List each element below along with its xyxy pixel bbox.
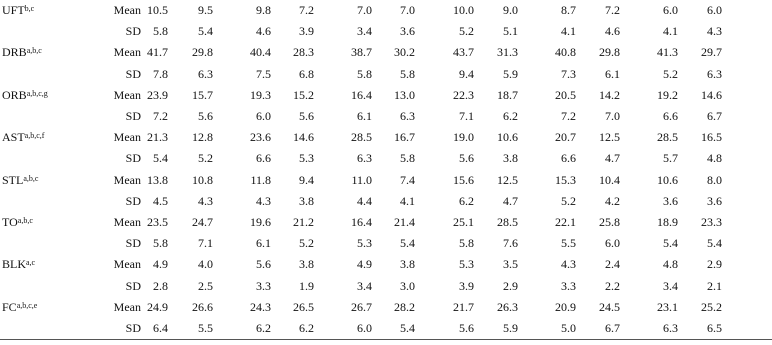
value-cell: 7.2 (153, 109, 168, 123)
value-cell: 5.8 (400, 66, 415, 81)
value-cell: 25.2 (701, 299, 722, 314)
value-cell: 15.7 (192, 87, 213, 102)
value-cell: 5.3 (459, 257, 474, 272)
value-cell: 11.0 (351, 172, 372, 187)
value-cell: 28.3 (293, 45, 314, 60)
value-cell: 6.7 (707, 109, 722, 123)
value-cell: 5.7 (663, 151, 678, 166)
variable-name: TO (2, 215, 18, 229)
statistic-label: SD (125, 236, 141, 251)
value-cell: 8.0 (707, 172, 722, 187)
table-row (0, 0, 772, 21)
value-cell: 28.5 (657, 130, 678, 145)
statistic-label: Mean (113, 172, 141, 187)
value-cell: 3.8 (503, 151, 518, 166)
value-cell: 28.2 (394, 299, 415, 314)
statistic-label: Mean (113, 3, 141, 17)
value-cell: 3.8 (299, 193, 314, 208)
table-row (0, 85, 772, 106)
row-variable-label (2, 3, 34, 18)
value-cell: 22.1 (555, 215, 576, 229)
value-cell: 5.4 (707, 236, 722, 251)
value-cell: 5.2 (459, 24, 474, 39)
value-cell: 5.4 (400, 236, 415, 251)
value-cell: 5.8 (459, 236, 474, 251)
value-cell: 4.1 (561, 24, 576, 39)
value-cell: 7.0 (400, 3, 415, 17)
value-cell: 3.4 (663, 278, 678, 293)
value-cell: 24.3 (250, 299, 271, 314)
variable-name: UFT (2, 3, 25, 17)
value-cell: 9.0 (503, 3, 518, 17)
statistic-label: Mean (113, 257, 141, 272)
value-cell: 12.8 (192, 130, 213, 145)
value-cell: 25.8 (599, 215, 620, 229)
value-cell: 2.8 (153, 278, 168, 293)
statistic-label: Mean (113, 130, 141, 145)
value-cell: 26.5 (293, 299, 314, 314)
table-row (0, 297, 772, 318)
table-row (0, 127, 772, 148)
value-cell: 6.4 (153, 321, 168, 335)
value-cell: 2.5 (198, 278, 213, 293)
value-cell: 31.3 (497, 45, 518, 60)
variable-name: DRB (2, 45, 27, 60)
value-cell: 23.1 (657, 299, 678, 314)
value-cell: 5.6 (459, 321, 474, 335)
statistic-label: SD (125, 151, 141, 166)
value-cell: 29.7 (701, 45, 722, 60)
value-cell: 5.2 (663, 66, 678, 81)
statistic-label: Mean (113, 299, 141, 314)
value-cell: 6.3 (198, 66, 213, 81)
value-cell: 5.6 (256, 257, 271, 272)
value-cell: 24.9 (147, 299, 168, 314)
value-cell: 6.3 (663, 321, 678, 335)
value-cell: 16.4 (351, 215, 372, 229)
value-cell: 7.4 (400, 172, 415, 187)
value-cell: 24.5 (599, 299, 620, 314)
value-cell: 6.3 (707, 66, 722, 81)
value-cell: 2.1 (707, 278, 722, 293)
row-variable-label (2, 215, 33, 230)
value-cell: 14.6 (293, 130, 314, 145)
value-cell: 22.3 (453, 87, 474, 102)
table-row (0, 233, 772, 254)
value-cell: 5.3 (299, 151, 314, 166)
value-cell: 7.2 (299, 3, 314, 17)
row-variable-label (2, 173, 38, 188)
value-cell: 6.2 (459, 193, 474, 208)
statistic-label: SD (125, 66, 141, 81)
value-cell: 5.4 (198, 24, 213, 39)
row-variable-label (2, 88, 48, 103)
value-cell: 4.1 (663, 24, 678, 39)
value-cell: 20.9 (555, 299, 576, 314)
value-cell: 5.5 (198, 321, 213, 335)
value-cell: 23.3 (701, 215, 722, 229)
value-cell: 6.7 (605, 321, 620, 335)
table-row (0, 148, 772, 169)
value-cell: 4.8 (707, 151, 722, 166)
value-cell: 6.6 (663, 109, 678, 123)
value-cell: 38.7 (351, 45, 372, 60)
value-cell: 3.3 (256, 278, 271, 293)
value-cell: 21.7 (453, 299, 474, 314)
value-cell: 29.8 (599, 45, 620, 60)
value-cell: 10.6 (657, 172, 678, 187)
value-cell: 5.2 (561, 193, 576, 208)
value-cell: 40.4 (250, 45, 271, 60)
value-cell: 4.3 (198, 193, 213, 208)
value-cell: 2.9 (707, 257, 722, 272)
value-cell: 5.4 (663, 236, 678, 251)
value-cell: 16.7 (394, 130, 415, 145)
value-cell: 4.3 (561, 257, 576, 272)
value-cell: 3.6 (663, 193, 678, 208)
value-cell: 26.7 (351, 299, 372, 314)
value-cell: 4.8 (663, 257, 678, 272)
variable-superscript: a,b,c,e (16, 300, 38, 310)
value-cell: 3.8 (400, 257, 415, 272)
variable-name: ORB (2, 87, 27, 102)
value-cell: 15.3 (555, 172, 576, 187)
statistic-label: Mean (113, 45, 141, 60)
value-cell: 1.9 (299, 278, 314, 293)
value-cell: 41.7 (147, 45, 168, 60)
variable-superscript: a,b,c (17, 216, 33, 225)
variable-name: BLK (2, 257, 26, 272)
value-cell: 30.2 (394, 45, 415, 60)
value-cell: 5.9 (503, 66, 518, 81)
value-cell: 6.6 (561, 151, 576, 166)
table-row (0, 254, 772, 275)
value-cell: 14.2 (599, 87, 620, 102)
value-cell: 4.7 (503, 193, 518, 208)
table-row (0, 170, 772, 191)
value-cell: 6.1 (357, 109, 372, 123)
value-cell: 5.3 (357, 236, 372, 251)
value-cell: 18.7 (497, 87, 518, 102)
value-cell: 19.3 (250, 87, 271, 102)
value-cell: 6.5 (707, 321, 722, 335)
value-cell: 18.9 (657, 215, 678, 229)
value-cell: 7.3 (561, 66, 576, 81)
value-cell: 23.5 (147, 215, 168, 229)
value-cell: 10.5 (147, 3, 168, 17)
value-cell: 4.6 (605, 24, 620, 39)
value-cell: 19.6 (250, 215, 271, 229)
value-cell: 5.6 (459, 151, 474, 166)
value-cell: 41.3 (657, 45, 678, 60)
value-cell: 13.8 (147, 172, 168, 187)
value-cell: 4.3 (256, 193, 271, 208)
statistic-label: SD (125, 321, 141, 335)
value-cell: 8.7 (561, 3, 576, 17)
value-cell: 2.9 (503, 278, 518, 293)
value-cell: 7.2 (605, 3, 620, 17)
value-cell: 3.0 (400, 278, 415, 293)
value-cell: 4.1 (400, 193, 415, 208)
value-cell: 4.2 (605, 193, 620, 208)
variable-name: AST (2, 130, 25, 145)
value-cell: 3.3 (561, 278, 576, 293)
value-cell: 10.0 (453, 3, 474, 17)
value-cell: 6.8 (299, 66, 314, 81)
statistic-label: Mean (113, 87, 141, 102)
value-cell: 4.5 (153, 193, 168, 208)
value-cell: 4.0 (198, 257, 213, 272)
value-cell: 6.1 (256, 236, 271, 251)
value-cell: 6.0 (707, 3, 722, 17)
value-cell: 9.5 (198, 3, 213, 17)
value-cell: 3.9 (459, 278, 474, 293)
value-cell: 14.6 (701, 87, 722, 102)
value-cell: 6.3 (357, 151, 372, 166)
value-cell: 7.2 (561, 109, 576, 123)
value-cell: 26.3 (497, 299, 518, 314)
variable-superscript: b,c (24, 4, 35, 13)
table-bottom-rule (0, 339, 772, 340)
value-cell: 3.6 (707, 193, 722, 208)
value-cell: 19.2 (657, 87, 678, 102)
row-variable-label (2, 130, 44, 145)
value-cell: 16.5 (701, 130, 722, 145)
value-cell: 5.8 (400, 151, 415, 166)
value-cell: 5.5 (561, 236, 576, 251)
value-cell: 9.4 (299, 172, 314, 187)
value-cell: 4.4 (357, 193, 372, 208)
value-cell: 15.6 (453, 172, 474, 187)
value-cell: 29.8 (192, 45, 213, 60)
value-cell: 9.4 (459, 66, 474, 81)
value-cell: 10.4 (599, 172, 620, 187)
value-cell: 4.3 (707, 24, 722, 39)
value-cell: 7.0 (357, 3, 372, 17)
table-row (0, 106, 772, 127)
value-cell: 7.0 (605, 109, 620, 123)
value-cell: 28.5 (497, 215, 518, 229)
value-cell: 2.2 (605, 278, 620, 293)
value-cell: 5.0 (561, 321, 576, 335)
value-cell: 40.8 (555, 45, 576, 60)
variable-name: STL (2, 172, 24, 187)
value-cell: 5.8 (153, 236, 168, 251)
value-cell: 5.4 (153, 151, 168, 166)
table-row (0, 191, 772, 212)
row-variable-label (2, 257, 35, 272)
value-cell: 15.2 (293, 87, 314, 102)
value-cell: 25.1 (453, 215, 474, 229)
table-row (0, 64, 772, 85)
value-cell: 10.8 (192, 172, 213, 187)
statistic-label: Mean (113, 215, 141, 229)
variable-superscript: a,c (26, 258, 36, 268)
value-cell: 7.5 (256, 66, 271, 81)
value-cell: 10.6 (497, 130, 518, 145)
row-variable-label (2, 300, 37, 315)
variable-superscript: a,b,c (23, 173, 39, 183)
value-cell: 5.4 (400, 321, 415, 335)
value-cell: 6.2 (503, 109, 518, 123)
value-cell: 7.1 (459, 109, 474, 123)
value-cell: 5.2 (299, 236, 314, 251)
value-cell: 6.6 (256, 151, 271, 166)
value-cell: 26.6 (192, 299, 213, 314)
table-row (0, 276, 772, 297)
value-cell: 20.7 (555, 130, 576, 145)
value-cell: 43.7 (453, 45, 474, 60)
value-cell: 5.8 (357, 66, 372, 81)
value-cell: 23.6 (250, 130, 271, 145)
value-cell: 7.8 (153, 66, 168, 81)
value-cell: 5.1 (503, 24, 518, 39)
statistic-label: SD (125, 193, 141, 208)
value-cell: 3.8 (299, 257, 314, 272)
table-row (0, 212, 772, 233)
value-cell: 6.2 (256, 321, 271, 335)
value-cell: 21.4 (394, 215, 415, 229)
value-cell: 2.4 (605, 257, 620, 272)
value-cell: 21.2 (293, 215, 314, 229)
value-cell: 20.5 (555, 87, 576, 102)
row-variable-label (2, 45, 42, 60)
value-cell: 6.0 (663, 3, 678, 17)
value-cell: 6.3 (400, 109, 415, 123)
value-cell: 16.4 (351, 87, 372, 102)
value-cell: 4.9 (357, 257, 372, 272)
value-cell: 19.0 (453, 130, 474, 145)
value-cell: 3.9 (299, 24, 314, 39)
value-cell: 5.6 (198, 109, 213, 123)
value-cell: 6.2 (299, 321, 314, 335)
value-cell: 4.7 (605, 151, 620, 166)
value-cell: 5.9 (503, 321, 518, 335)
value-cell: 12.5 (497, 172, 518, 187)
value-cell: 5.2 (198, 151, 213, 166)
value-cell: 6.1 (605, 66, 620, 81)
table-row (0, 21, 772, 42)
value-cell: 7.6 (503, 236, 518, 251)
value-cell: 4.9 (153, 257, 168, 272)
value-cell: 13.0 (394, 87, 415, 102)
value-cell: 4.6 (256, 24, 271, 39)
statistic-label: SD (125, 109, 141, 123)
variable-superscript: a,b,c (26, 46, 42, 56)
value-cell: 6.0 (357, 321, 372, 335)
value-cell: 3.5 (503, 257, 518, 272)
value-cell: 7.1 (198, 236, 213, 251)
value-cell: 12.5 (599, 130, 620, 145)
variable-superscript: a,b,c,f (24, 131, 45, 141)
value-cell: 6.0 (605, 236, 620, 251)
value-cell: 5.8 (153, 24, 168, 39)
variable-name: FC (2, 299, 17, 314)
value-cell: 23.9 (147, 87, 168, 102)
value-cell: 6.0 (256, 109, 271, 123)
value-cell: 3.6 (400, 24, 415, 39)
value-cell: 11.8 (250, 172, 271, 187)
value-cell: 24.7 (192, 215, 213, 229)
variable-superscript: a,b,c,g (26, 88, 48, 98)
statistic-label: SD (125, 278, 141, 293)
value-cell: 9.8 (256, 3, 271, 17)
value-cell: 5.6 (299, 109, 314, 123)
table-row (0, 42, 772, 63)
value-cell: 28.5 (351, 130, 372, 145)
statistic-label: SD (125, 24, 141, 39)
table-row (0, 318, 772, 339)
value-cell: 21.3 (147, 130, 168, 145)
value-cell: 3.4 (357, 24, 372, 39)
value-cell: 3.4 (357, 278, 372, 293)
